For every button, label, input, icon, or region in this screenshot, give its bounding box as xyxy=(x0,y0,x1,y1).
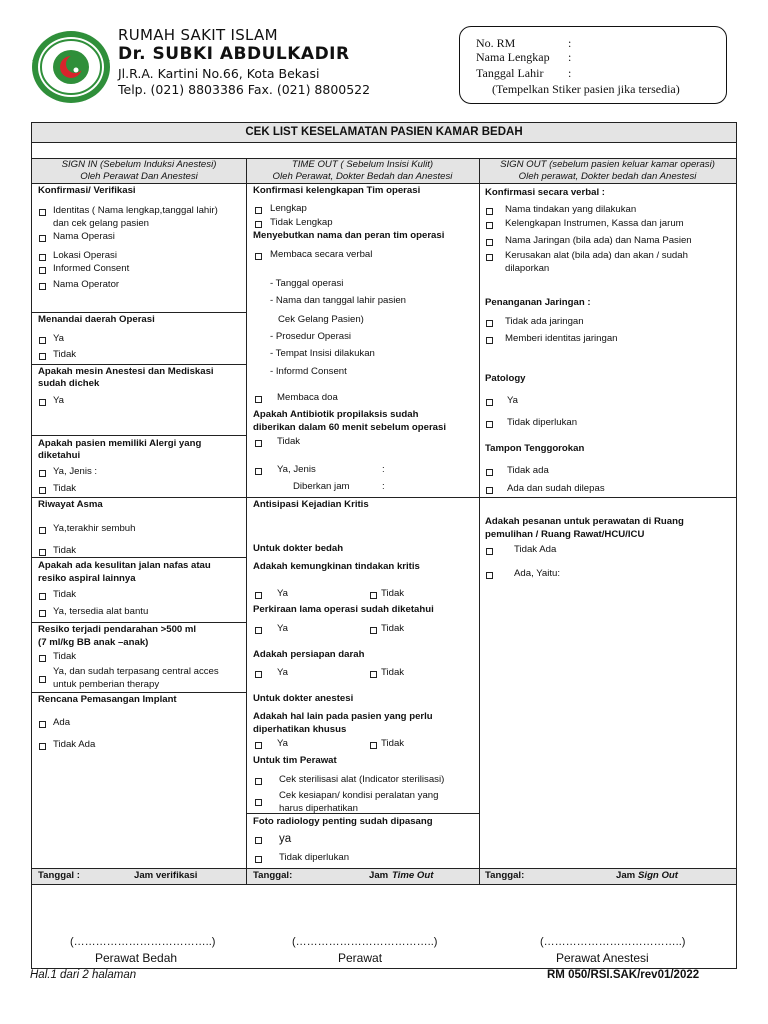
checklist-item: Ya, tersedia alat bantu xyxy=(53,606,149,617)
checklist-item: Lokasi Operasi xyxy=(53,250,117,261)
checklist-item: untuk pemberian therapy xyxy=(53,679,160,690)
checkbox[interactable] xyxy=(255,440,262,447)
section-title: Foto radiology penting sudah dipasang xyxy=(253,816,433,827)
checklist-item: Ada xyxy=(53,717,71,728)
question: Adakah kemungkinan tindakan kritis xyxy=(253,561,420,572)
question: diperhatikan khusus xyxy=(253,724,347,735)
checklist-item: Tidak xyxy=(277,436,301,447)
checkbox[interactable] xyxy=(486,548,493,555)
patient-sticker-box xyxy=(459,26,727,104)
checklist-item: Ada, Yaitu: xyxy=(514,568,561,579)
checkbox[interactable] xyxy=(255,221,262,228)
checkbox[interactable] xyxy=(39,593,46,600)
checkbox[interactable] xyxy=(486,399,493,406)
sticker-note: (Tempelkan Stiker pasien jika tersedia) xyxy=(492,82,680,96)
checklist-item: dilaporkan xyxy=(505,263,550,274)
checkbox[interactable] xyxy=(39,676,46,683)
col1-header: SIGN IN (Sebelum Induksi Anestesi) xyxy=(61,159,217,170)
checkbox[interactable] xyxy=(39,655,46,662)
question: Adakah persiapan darah xyxy=(253,649,365,660)
checkbox[interactable] xyxy=(39,353,46,360)
section-title: Adakah pesanan untuk perawatan di Ruang xyxy=(485,516,684,527)
section-title: Riwayat Asma xyxy=(38,499,103,510)
hospital-name: RUMAH SAKIT ISLAM xyxy=(118,26,278,44)
checkbox[interactable] xyxy=(255,837,262,844)
checkbox[interactable] xyxy=(486,208,493,215)
checkbox[interactable] xyxy=(39,337,46,344)
checklist-table xyxy=(31,122,737,885)
checkbox[interactable] xyxy=(39,743,46,750)
checklist-item: Tidak Ada xyxy=(514,544,557,555)
form-title: CEK LIST KESELAMATAN PASIEN KAMAR BEDAH xyxy=(245,126,523,138)
checklist-item: harus diperhatikan xyxy=(279,803,358,814)
checkbox[interactable] xyxy=(39,610,46,617)
checklist-item: Ya xyxy=(507,395,519,406)
section-title: (7 ml/kg BB anak –anak) xyxy=(38,637,149,648)
section-title: Penanganan Jaringan : xyxy=(485,297,591,308)
checkbox[interactable] xyxy=(39,549,46,556)
tanggal-lahir-colon: : xyxy=(568,66,572,80)
colon: : xyxy=(382,464,385,475)
section-title: Patology xyxy=(485,373,526,384)
hospital-address: Jl.R.A. Kartini No.66, Kota Bekasi xyxy=(118,66,320,81)
checkbox[interactable] xyxy=(255,253,262,260)
section-title: Apakah pasien memiliki Alergi yang xyxy=(38,438,202,449)
sign-out-date-label: Tanggal: xyxy=(485,870,525,881)
colon: : xyxy=(382,481,385,492)
checkbox[interactable] xyxy=(255,207,262,214)
time-out-jam-name: Time Out xyxy=(392,870,434,881)
checkbox[interactable] xyxy=(370,592,377,599)
checklist-item: Tidak xyxy=(53,589,77,600)
checklist-item: dan cek gelang pasien xyxy=(53,218,150,229)
col3-subheader: Oleh perawat, Dokter bedah dan Anestesi xyxy=(518,171,697,182)
col2-subheader: Oleh Perawat, Dokter Bedah dan Anestesi xyxy=(272,171,453,182)
nama-colon: : xyxy=(568,50,572,64)
section-title: sudah dichek xyxy=(38,378,100,389)
checkbox[interactable] xyxy=(486,469,493,476)
checkbox[interactable] xyxy=(486,222,493,229)
checkbox[interactable] xyxy=(39,254,46,261)
section-title: Rencana Pemasangan Implant xyxy=(38,694,177,705)
sign-out-section-title: Konfirmasi secara verbal : xyxy=(485,187,605,198)
section-title: Untuk dokter bedah xyxy=(253,543,344,554)
form-code: RM 050/RSI.SAK/rev01/2022 xyxy=(547,969,700,981)
checklist-item: Ya, dan sudah terpasang central acces xyxy=(53,666,219,677)
checkbox[interactable] xyxy=(39,721,46,728)
checklist-subitem: - Nama dan tanggal lahir pasien xyxy=(270,295,406,306)
checkbox[interactable] xyxy=(39,283,46,290)
sign-in-section-title: Konfirmasi/ Verifikasi xyxy=(38,185,136,196)
checkbox[interactable] xyxy=(255,592,262,599)
section-title: Tampon Tenggorokan xyxy=(485,443,585,454)
section-title: Resiko terjadi pendarahan >500 ml xyxy=(38,624,197,635)
checkbox[interactable] xyxy=(370,671,377,678)
checkbox[interactable] xyxy=(39,487,46,494)
checklist-item: Cek sterilisasi alat (Indicator sterilisasi) xyxy=(279,774,445,785)
checklist-item: Tidak diperlukan xyxy=(279,852,350,863)
checkbox[interactable] xyxy=(255,396,262,403)
hospital-doctor-name: Dr. SUBKI ABDULKADIR xyxy=(118,44,350,64)
checkbox[interactable] xyxy=(39,527,46,534)
section-title: Apakah Antibiotik propilaksis sudah xyxy=(253,409,419,420)
hospital-phone: Telp. (021) 8803386 Fax. (021) 8800522 xyxy=(118,82,371,97)
checkbox[interactable] xyxy=(486,320,493,327)
checkbox[interactable] xyxy=(486,337,493,344)
checkbox[interactable] xyxy=(255,468,262,475)
section-title: diketahui xyxy=(38,450,81,461)
col1-subheader: Oleh Perawat Dan Anestesi xyxy=(80,171,198,182)
checklist-item: Tidak xyxy=(53,349,77,360)
time-out-date-label: Tanggal: xyxy=(253,870,293,881)
section-title: Untuk dokter anestesi xyxy=(253,693,354,704)
question: Perkiraan lama operasi sudah diketahui xyxy=(253,604,434,615)
sign-in-time-label: Jam verifikasi xyxy=(134,870,198,881)
checkbox[interactable] xyxy=(255,799,262,806)
checklist-item: Tidak xyxy=(53,483,77,494)
checklist-item: Tidak ada xyxy=(507,465,549,476)
checkbox[interactable] xyxy=(370,627,377,634)
page-number: Hal.1 dari 2 halaman xyxy=(30,969,137,981)
checkbox[interactable] xyxy=(255,856,262,863)
no-rm-colon: : xyxy=(568,36,572,50)
checkbox[interactable] xyxy=(486,572,493,579)
checklist-item: Lengkap xyxy=(270,203,307,214)
option-ya: Ya xyxy=(277,588,289,599)
checkbox[interactable] xyxy=(39,470,46,477)
checkbox[interactable] xyxy=(255,627,262,634)
option-tidak: Tidak xyxy=(381,588,405,599)
option-tidak: Tidak xyxy=(381,738,405,749)
nama-label: Nama Lengkap xyxy=(476,50,550,64)
checkbox[interactable] xyxy=(39,399,46,406)
checkbox[interactable] xyxy=(255,778,262,785)
checkbox[interactable] xyxy=(39,235,46,242)
checklist-item: Ya, Jenis : xyxy=(53,466,98,477)
checklist-item: Memberi identitas jaringan xyxy=(505,333,618,344)
checklist-subitem: - Tempat Insisi dilakukan xyxy=(270,348,375,359)
time-out-jam-label: Jam xyxy=(369,870,389,881)
sign-out-jam-name: Sign Out xyxy=(638,870,678,881)
checklist-subitem: Cek Gelang Pasien) xyxy=(278,314,364,325)
checklist-item: Membaca secara verbal xyxy=(270,249,373,260)
section-title: Apakah mesin Anestesi dan Mediskasi xyxy=(38,366,214,377)
checklist-item: Ada dan sudah dilepas xyxy=(507,483,605,494)
tanggal-lahir-label: Tanggal Lahir xyxy=(476,66,544,80)
role-perawat: Perawat xyxy=(338,951,383,965)
role-perawat-anestesi: Perawat Anestesi xyxy=(556,951,649,965)
option-tidak: Tidak xyxy=(381,623,405,634)
checklist-item: Tidak xyxy=(53,651,77,662)
option-ya: Ya xyxy=(277,623,289,634)
checklist-item: Nama Operator xyxy=(53,279,120,290)
checklist-subitem: - Tanggal operasi xyxy=(270,278,344,289)
checkbox[interactable] xyxy=(39,209,46,216)
checkbox[interactable] xyxy=(370,742,377,749)
checklist-item: Ya,terakhir sembuh xyxy=(53,523,136,534)
section-title: Antisipasi Kejadian Kritis xyxy=(253,499,369,510)
checkbox[interactable] xyxy=(255,671,262,678)
role-perawat-bedah: Perawat Bedah xyxy=(95,951,178,965)
checklist-item: Nama Operasi xyxy=(53,231,115,242)
option-ya: Ya xyxy=(277,738,289,749)
col2-header: TIME OUT ( Sebelum Insisi Kulit) xyxy=(291,159,434,170)
section-title: Menyebutkan nama dan peran tim operasi xyxy=(253,230,445,241)
checklist-item: Tidak Ada xyxy=(53,739,96,750)
checklist-item: Tidak Lengkap xyxy=(270,217,333,228)
checklist-subitem: - Prosedur Operasi xyxy=(270,331,352,342)
checklist-item: Kerusakan alat (bila ada) dan akan / sudah xyxy=(505,250,688,261)
sign-in-date-label: Tanggal : xyxy=(38,870,80,881)
no-rm-label: No. RM xyxy=(476,36,516,50)
section-title: Menandai daerah Operasi xyxy=(38,314,155,325)
signature-line-perawat-anestesi: (………………………………..) xyxy=(540,936,686,948)
checklist-item: ya xyxy=(279,833,292,845)
question: Adakah hal lain pada pasien yang perlu xyxy=(253,711,433,722)
checklist-item: Identitas ( Nama lengkap,tanggal lahir) xyxy=(53,205,218,216)
checklist-item: Membaca doa xyxy=(277,392,338,403)
checklist-item: Tidak xyxy=(53,545,77,556)
checkbox[interactable] xyxy=(255,742,262,749)
checkbox[interactable] xyxy=(486,487,493,494)
section-title: diberikan dalam 60 menit sebelum operasi xyxy=(253,422,447,433)
time-out-section-title: Konfirmasi kelengkapan Tim operasi xyxy=(253,185,421,196)
hospital-emblem-icon xyxy=(30,28,112,106)
section-title: resiko aspiral lainnya xyxy=(38,573,136,584)
sign-out-jam-label: Jam xyxy=(616,870,636,881)
checklist-item: Cek kesiapan/ kondisi peralatan yang xyxy=(279,790,439,801)
checklist-item: Tidak diperlukan xyxy=(507,417,578,428)
checkbox[interactable] xyxy=(486,254,493,261)
col3-header: SIGN OUT (sebelum pasien keluar kamar operasi) xyxy=(500,159,715,170)
checklist-item: Informed Consent xyxy=(53,263,130,274)
checklist-item: Nama tindakan yang dilakukan xyxy=(505,204,637,215)
checklist-item: Tidak ada jaringan xyxy=(505,316,584,327)
checklist-item: Ya, Jenis xyxy=(277,464,316,475)
checklist-item: Ya xyxy=(53,395,65,406)
checklist-item: Kelengkapan Instrumen, Kassa dan jarum xyxy=(505,218,684,229)
checklist-subitem: - Informd Consent xyxy=(270,366,347,377)
section-title: Apakah ada kesulitan jalan nafas atau xyxy=(38,560,211,571)
checkbox[interactable] xyxy=(486,421,493,428)
section-title: Untuk tim Perawat xyxy=(253,755,337,766)
checkbox[interactable] xyxy=(39,267,46,274)
option-ya: Ya xyxy=(277,667,289,678)
checklist-item: Ya xyxy=(53,333,65,344)
section-title: pemulihan / Ruang Rawat/HCU/ICU xyxy=(485,529,645,540)
signature-line-perawat: (………………………………..) xyxy=(292,936,438,948)
option-tidak: Tidak xyxy=(381,667,405,678)
checkbox[interactable] xyxy=(486,239,493,246)
checklist-item: Nama Jaringan (bila ada) dan Nama Pasien xyxy=(505,235,692,246)
signature-line-perawat-bedah: (………………………………..) xyxy=(70,936,216,948)
checklist-item: Diberkan jam xyxy=(293,481,350,492)
